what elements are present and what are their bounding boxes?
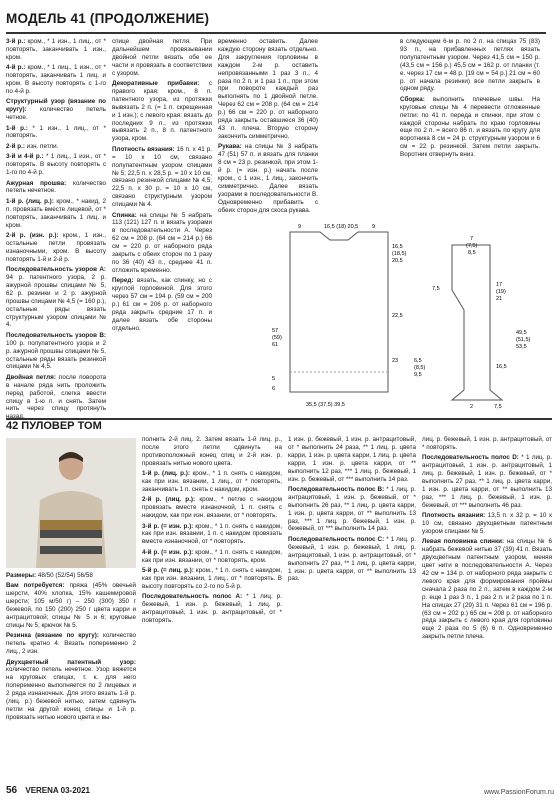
magazine-brand: VERENA 03-2021 bbox=[25, 786, 90, 795]
col5-paragraph bbox=[142, 496, 282, 520]
dim-right-1: 16,5 bbox=[392, 244, 403, 250]
col1-text: после поворота в начале ряда нить проложить перед работой, слегка ввести спицу в 1-ю п. и снять. Затем нить через спицу протянуть назад. bbox=[6, 373, 107, 421]
col5-bold-label: 5-й р. (= лиц. р.): bbox=[142, 567, 194, 575]
sl-right-7: 16,5 bbox=[496, 364, 507, 370]
col1-paragraph bbox=[6, 180, 106, 196]
col5-bold-label: 1-й р. (лиц. р.): bbox=[142, 470, 190, 478]
col6-bold-label: Последовательность полос С: bbox=[288, 535, 385, 543]
col1-paragraph bbox=[6, 374, 106, 421]
sl-right-6: 53,5 bbox=[516, 344, 527, 350]
col7-bold-label: Левая половинка спинки: bbox=[422, 538, 505, 546]
sl-right-3: 21 bbox=[496, 296, 503, 302]
misc-paragraph bbox=[6, 572, 136, 580]
col1-bold-label: 2-й р.: bbox=[6, 142, 25, 150]
model-illustration bbox=[6, 438, 136, 568]
column-4 bbox=[400, 38, 540, 226]
col6-text: * 1 лиц. р. бежевый, 1 изн. р. бежевый, 1 лиц. р. антрацитовый, 1 изн. р. антрацитовый, от * выполнить 27 раз, ** 1 лиц. р. цвета карри, 1 изн. р. цвета карри, от ** выполнить 13 раз. bbox=[288, 535, 416, 583]
sl-left-1: 6,5 bbox=[414, 358, 422, 364]
section-title: 42 ПУЛОВЕР ТОМ bbox=[6, 420, 102, 432]
col6-bold-label: Последовательность полос В: bbox=[288, 485, 385, 493]
col4-text: выполнить плечевые швы. На круговые спицы № 4 перевести отложенные петли: по 41 п. переда и спинки, при этом с каждой стороны набрать по краю горловины еще по 2 п. = всего 86 п. и вязать по кругу для воротника 8 см = 24 р. структурным узором и 6 см = 22 р. резинкой. Затем петли закрыть. Воротник отвернуть вниз. bbox=[400, 95, 540, 159]
misc-paragraph bbox=[6, 659, 136, 722]
col1-text: 94 р. патентного узора, 2 р. ажурной прошвы спицами № 5, 62 р. резинки и 2 р. ажурной прошвы спицами № 4,5 (= 160 р.), остальные ряды вязать структурным узором спицами № 4. bbox=[6, 273, 106, 329]
col2-bold-label: Плотность вязания: bbox=[112, 145, 175, 153]
dim-left-3: 61 bbox=[272, 342, 279, 348]
dim-bottom: 35,5 (37,5) 39,5 bbox=[306, 402, 345, 408]
col5-paragraph bbox=[142, 436, 282, 468]
col6-text: 1 изн. р. бежевый, 1 изн. р. антрацитовый, от * выполнить 24 раза, ** 1 лиц. р. цвета карри, 1 изн. р. цвета карри, 1 лиц. р. цвета карри, 1 изн. р. цвета карри, от ** выполнить 12 раз, *** 1 лиц. р. бежевый, 1 изн. р. бежевый, от *** выполнить 14 раз. bbox=[288, 436, 416, 483]
column-2 bbox=[112, 38, 212, 416]
dim-right-5: 23 bbox=[392, 358, 399, 364]
col5-text: * 1 лиц. р. бежевый, 1 изн. р. бежевый, 1 лиц. р. антрацитовый, 1 изн. р. антрацитовый, от * повторять. bbox=[142, 593, 282, 625]
col7-bold-label: Плотность вязания: bbox=[422, 512, 486, 520]
col7-paragraph bbox=[422, 436, 552, 452]
col1-paragraph bbox=[6, 266, 106, 329]
col3-paragraph bbox=[218, 143, 318, 214]
col1-text: количество петель нечетное. bbox=[6, 179, 106, 195]
col1-paragraph bbox=[6, 332, 106, 372]
column-7 bbox=[422, 436, 552, 784]
col2-paragraph bbox=[112, 80, 212, 143]
col6-paragraph bbox=[288, 486, 416, 533]
dim-left-4: 5 bbox=[272, 376, 276, 382]
col5-text: кром., * петлю с накидом провязать вместе изнаночной, 1 п. снять с накидом, как при изн. вязании, от * повторять. bbox=[142, 496, 282, 520]
col5-text: кром., * 1 п. снять с накидом, как при изн. вязании, от * повторять, кром. bbox=[142, 548, 282, 564]
sl-bottom-2: 7,5 bbox=[494, 404, 502, 410]
col7-text: на спицы № 6 набрать бежевой нитью 37 (39) 41 п. Вязать двухцветным патентным узором, меняя цвет нити в последовательности А. Через 42 см = 134 р. от наборного ряда закрыть с левого края для формирования проймы сначала 2 раза по 2 п., затем в каждом 2-м р. еще 1 раз 3 п., 1 раз 2 п. и 2 раза по 1 п. На спицах 27 (29) 31 п. Через 61 см = 196 р. (63 см = 202 р.) 65 см = 208 р. от наборного ряда закрыть с левого края для горловины еще 2 раза по 5 (6) 6 п. Одновременно закрыть петли плеча. bbox=[422, 538, 552, 641]
col1-text: кром., * накид, 2 п. провязать вместе лицевой, от * повторять, заканчивать 1 лиц. и кром. bbox=[6, 197, 106, 229]
dim-right-4: 22,5 bbox=[392, 313, 403, 319]
col1-text: кром., * 1 изн., 1 лиц., от * повторять, заканчивать 1 изн., кром. bbox=[6, 38, 106, 61]
misc-text: 48/50 (52/54) 56/58 bbox=[36, 572, 93, 579]
pattern-diagram-1 bbox=[270, 222, 410, 418]
col1-paragraph bbox=[6, 153, 106, 177]
column-6 bbox=[288, 436, 416, 784]
page-title: МОДЕЛЬ 41 (ПРОДОЛЖЕНИЕ) bbox=[6, 11, 210, 26]
sl-right-1: 17 bbox=[496, 282, 503, 288]
col1-bold-label: Последовательность узоров В: bbox=[6, 331, 106, 339]
col5-paragraph bbox=[142, 470, 282, 494]
sl-bottom-1: 2 bbox=[470, 404, 474, 410]
col3-text: на спицы № 3 набрать 47 (51) 57 п. и вязать для планки 8 см = 23 р. резинкой, при этом 1-й р. (= изн. р.) начать после кром., с 1 изн., 1 лиц., закончить симметрично. Далее вязать узорами в последовательности В. Одновременно прибавить с обеих сторон для скоса рукава. bbox=[218, 143, 318, 214]
col4-bold-label: Сборка: bbox=[400, 95, 425, 103]
dim-right-2: (18,5) bbox=[392, 251, 407, 257]
page-number: 56 bbox=[6, 785, 18, 796]
col1-paragraph bbox=[6, 38, 106, 62]
misc-paragraph bbox=[6, 582, 136, 629]
col3-bold-label: Рукава: bbox=[218, 143, 242, 151]
col2-paragraph bbox=[112, 212, 212, 275]
col1-paragraph bbox=[6, 143, 106, 151]
column-5 bbox=[142, 436, 282, 784]
col5-text: кром., * 1 п. снять с накидом, как при изн. вязании, 1 лиц., от * повторять. В высоту повторять со 2-го по 5-й р. bbox=[142, 567, 282, 590]
col6-text: * 1 лиц. р. антрацитовый, 1 изн. р. бежевый, от * выполнить 26 раз, ** 1 лиц. р. цвета карри, 1 изн. р. цвета карри, от ** выполнить 13 раз, *** 1 лиц. р. бежевый, 1 изн. р. бежевый, от *** выполнить 14 раз. bbox=[288, 485, 416, 533]
col5-bold-label: 2-й р. (лиц. р.): bbox=[142, 496, 196, 504]
watermark: www.PassionForum.ru bbox=[483, 789, 554, 796]
col7-paragraph bbox=[422, 512, 552, 536]
misc-label: Размеры: bbox=[6, 572, 37, 579]
dim-left-5: 6 bbox=[272, 386, 276, 392]
sl-inner-1: 7,5 bbox=[432, 286, 440, 292]
col2-bold-label: Перед: bbox=[112, 277, 134, 285]
col1-text: * 1 лиц., 1 изн., от * повторять. В высоту повторять с 1-го по 4-й р. bbox=[6, 153, 106, 177]
col1-paragraph bbox=[6, 64, 106, 96]
misc-text: количество петель нечетное. Узор вяжется на круговых спицах, т. к. для него попеременно выполняется по 2 лицевых и 2 ряда изнаночных. Для этого вязать 1-й р. (лиц. р.) бежевой нитью, затем сдвинуть петли на другой конец спицы и 1-й р. провязать нитью нового цвета и вы- bbox=[6, 666, 136, 721]
dim-left-2: (59) bbox=[272, 335, 282, 341]
dim-left-1: 57 bbox=[272, 328, 279, 334]
col1-text: кром., 1 изн., остальные петли провязать изнаночными, кром. В высоту повторять 1-й и 2-й р. bbox=[6, 231, 106, 263]
col2-paragraph bbox=[112, 38, 212, 78]
sl-top-3: 8,5 bbox=[468, 250, 476, 256]
materials-block bbox=[6, 572, 136, 782]
col4-paragraph bbox=[400, 96, 540, 159]
dim-top-right: 9 bbox=[372, 224, 376, 230]
col5-paragraph bbox=[142, 523, 282, 547]
header bbox=[6, 6, 546, 34]
col1-paragraph bbox=[6, 125, 106, 141]
col2-text: 16 п. х 41 р. = 10 х 10 см, связано полупатентным узором спицами № 5; 22,5 п. х 28,5 р. = 10 х 10 см, связано резинкой спицами № 4,5; 22,5 п. х 30 р. = 10 х 10 см, связано структурным узором спицами № 4. bbox=[112, 145, 212, 209]
col1-bold-label: Последовательность узоров А: bbox=[6, 266, 106, 274]
col7-text: * 1 лиц. р. антрацитовый, 1 изн. р. антрацитовый, 1 лиц. р. бежевый, 1 изн. р. бежевый, от * выполнить 27 раз, ** 1 лиц. р. цвета карри, 1 изн. р. цвета карри, от ** выполнить 13 раз, *** 1 лиц. р. бежевый, 1 изн. р. бежевый, от *** выполнить 46 раз. bbox=[422, 454, 552, 509]
col5-paragraph bbox=[142, 567, 282, 591]
col2-text: вязать, как спинку, но с круглой горловиной. Для этого через 57 см = 194 р. (59 см = 200 р.) 61 см = 206 р. от наборного ряда закрыть средние 17 п. и далее вязать обе стороны отдельно. bbox=[112, 277, 212, 332]
col1-bold-label: 3-й р.: bbox=[6, 38, 26, 45]
col6-paragraph bbox=[288, 536, 416, 583]
col7-paragraph bbox=[422, 538, 552, 641]
col2-paragraph bbox=[112, 277, 212, 332]
col5-text: кром., * 1 п. снять с накидом, как при изн. вязании, 1 лиц., от * повторять, заканчивать 1 п. снять с накидом, кром. bbox=[142, 470, 282, 493]
model-photo bbox=[6, 438, 136, 568]
sl-top-1: 7 bbox=[470, 236, 474, 242]
pattern-diagram-2 bbox=[412, 230, 552, 418]
sl-left-3: 9,5 bbox=[414, 372, 422, 378]
column-3 bbox=[218, 38, 318, 226]
col1-paragraph bbox=[6, 98, 106, 122]
sl-top-2: (7,5) bbox=[466, 243, 478, 249]
col5-bold-label: Последовательность полос А: bbox=[142, 593, 243, 601]
col5-bold-label: 4-й р. (= изн. р.): bbox=[142, 548, 194, 556]
col1-bold-label: 1-й р. (лиц. р.): bbox=[6, 197, 54, 205]
dim-top-left: 9 bbox=[298, 224, 302, 230]
col4-paragraph bbox=[400, 38, 540, 93]
col1-text: 100 р. полупатентного узора и 2 р. ажурной прошвы спицами № 5, остальные ряды вязать резинкой спицами № 4,5. bbox=[6, 339, 106, 371]
diagram-sleeve bbox=[412, 230, 552, 418]
col1-text: количество петель четное. bbox=[6, 106, 106, 122]
col1-text: кром., * 1 лиц., 1 изн., от * повторять, заканчивать 1 лиц. и кром. В высоту повторять с 1-го по 4-й р. bbox=[6, 64, 106, 95]
misc-text: пряжа (45% овечьей шерсти, 40% хлопка, 15% кашемировой шерсти; 105 м/50 г) – 250 (300) 350 г бежевой, по 150 (200) 250 г цвета карри и антрацитовой; спицы № 5 и 6; круговые спицы № 5; крючок № 5. bbox=[6, 582, 136, 629]
misc-label: Вам потребуется: bbox=[6, 582, 65, 590]
col1-text: * 1 изн., 1 лиц., от * повторять. bbox=[6, 124, 106, 140]
misc-label: Резинка (вязание по кругу): bbox=[6, 632, 99, 640]
col7-text: лиц. р. бежевый, 1 изн. р. антрацитовый, от * повторять. bbox=[422, 436, 552, 451]
sl-left-2: (8,5) bbox=[414, 365, 426, 371]
col5-text: полнить 2-й лиц. 2. Затем вязать 1-й лиц. р., после этого петли сдвинуть на противоположный конец спиц и 2-й изн. р. провязать нитью нового цвета. bbox=[142, 436, 282, 467]
col1-paragraph bbox=[6, 198, 106, 230]
diagram-front-back bbox=[270, 222, 410, 418]
col1-bold-label: 2-й р. (изн. р.): bbox=[6, 231, 59, 239]
col2-text: на спицы № 5 набрать 113 (121) 127 п. и вязать узорами в последовательности А. Через 62 см = 208 р. (64 см = 214 р.) 66 см = 220 р. от наборного ряда закрыть с обеих сторон по 1 разу по 36 (40) 43 п., среднее 41 п. отложить временно. bbox=[112, 211, 212, 274]
col1-bold-label: Двойная петля: bbox=[6, 373, 56, 381]
sl-right-4: 49,5 bbox=[516, 330, 527, 336]
col3-paragraph bbox=[218, 38, 318, 141]
col1-bold-label: 1-й р.: bbox=[6, 124, 28, 132]
sl-right-2: (19) bbox=[496, 289, 506, 295]
col2-paragraph bbox=[112, 146, 212, 209]
dim-top-middle: 16,5 (18) 20,5 bbox=[324, 224, 359, 230]
col4-text: в следующем 6-м р. по 2 п. на спицах 75 (83) 93 п., на прибавленных петлях вязать полупатентным узором. Через 41,5 см = 150 р. (43,5 см = 156 р.) 45,5 см = 162 р. от планки (т. е. через 17 см = 48 р. [19 см = 54 р.] 21 см = 60 р. от начала резинки) все петли закрыть в одном ряду. bbox=[400, 38, 540, 93]
misc-label: Двухцветный патентный узор: bbox=[6, 658, 136, 666]
footer bbox=[6, 785, 90, 796]
col6-paragraph bbox=[288, 436, 416, 483]
col5-paragraph bbox=[142, 593, 282, 625]
col2-bold-label: Декоративные прибавки: bbox=[112, 80, 200, 88]
col5-bold-label: 3-й р. (= изн. р.): bbox=[142, 522, 194, 530]
col5-text: кром., * 1 п. снять с накидом, как при изн. вязании, 1 п. с накидом провязать вместе изнаночной, от * повторять. bbox=[142, 522, 282, 546]
misc-text: количество петель кратно 4. Вязать попеременно 2 лиц., 2 изн. bbox=[6, 632, 136, 656]
column-1 bbox=[6, 38, 107, 421]
col1-bold-label: 4-й р.: bbox=[6, 64, 26, 72]
col3-text: временно оставить. Далее каждую сторону вязать отдельно. Для закругления горловины в каждом 2-м р. оставить непровязанными 1 раз 3 п., 4 раза по 2 п. и 1 раз 1 п., при этом при повороте каждый раз выполнять по 1 двойной петле. Через 62 см = 208 р. (64 см = 214 р.) 66 см = 220 р. от наборного ряда закрыть оставшиеся 36 (40) 43 п. плеча. Вторую сторону закончить симметрично. bbox=[218, 38, 318, 140]
col1-bold-label: 3-й и 4-й р.: bbox=[6, 153, 44, 161]
col7-text: 13,5 п. х 32 р. = 10 х 10 см, связано двухцветным патентным узором спицами № 5. bbox=[422, 512, 552, 535]
col2-bold-label: Спинка: bbox=[112, 211, 137, 219]
col1-bold-label: Структурный узор (вязание по кругу): bbox=[6, 98, 106, 114]
col2-text: спице двойная петля. При дальнейшем провязывании двойной петли вязать обе ее части и провязать в соответствии с узором. bbox=[112, 38, 212, 77]
misc-paragraph bbox=[6, 632, 136, 656]
col7-bold-label: Последовательность полос D: bbox=[422, 454, 519, 462]
col5-paragraph bbox=[142, 549, 282, 565]
col1-paragraph bbox=[6, 232, 106, 264]
col1-bold-label: Ажурная прошва: bbox=[6, 179, 67, 187]
col1-text: изн. петли. bbox=[24, 142, 59, 150]
dim-right-3: 20,5 bbox=[392, 258, 403, 264]
sl-right-5: (51,5) bbox=[516, 337, 531, 343]
col7-paragraph bbox=[422, 454, 552, 509]
col2-text: с правого края: кром., 8 п. патентного узора, из протяжки вывязать 2 п. (= 1 п. скрещенная и 1 изн.); с левого края: вязать до последних 9 п., из протяжки вывязать 2 п., 8 п. патентного узора, кром. bbox=[112, 80, 212, 143]
